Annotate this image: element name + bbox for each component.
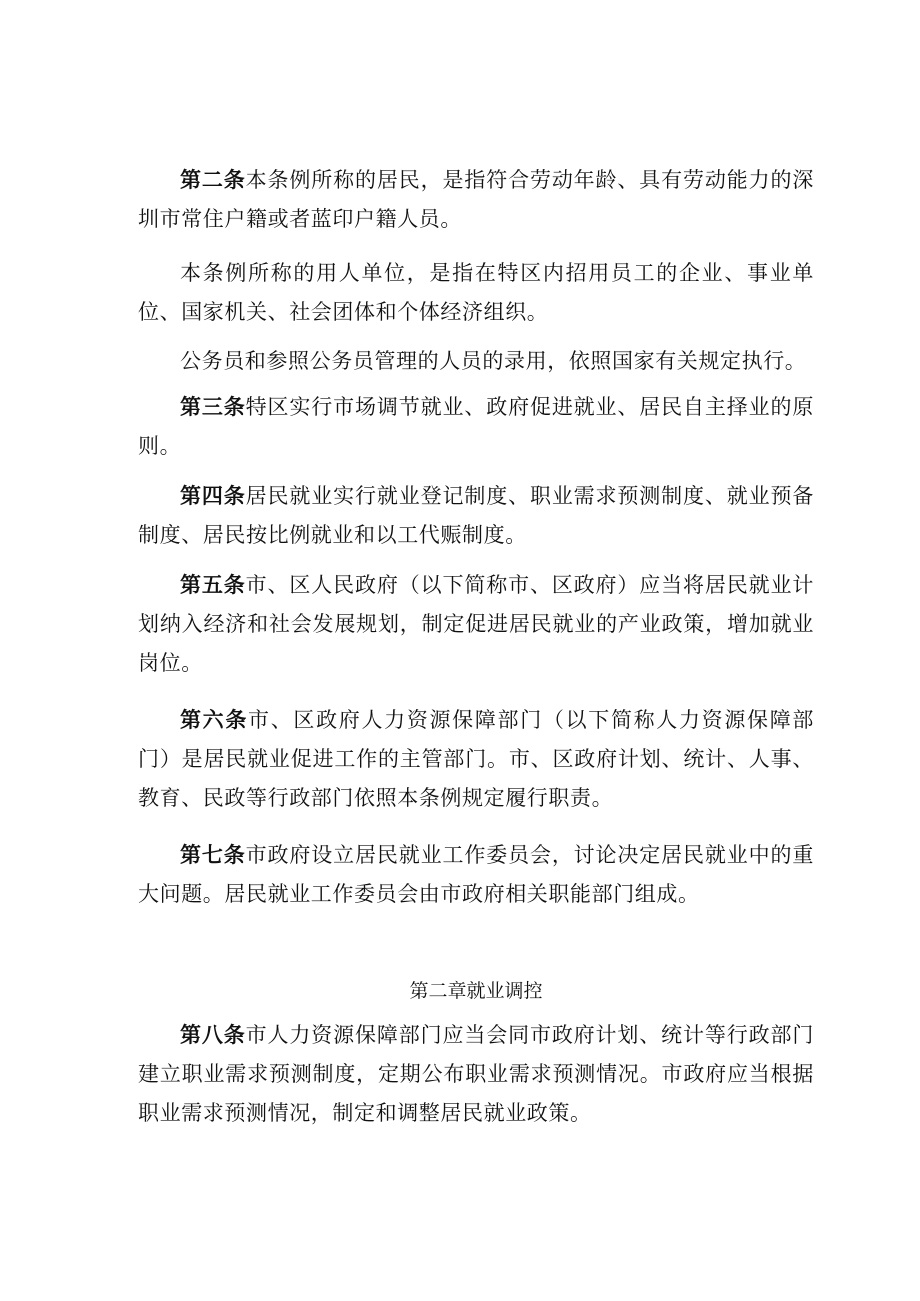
article-text: 居民就业实行就业登记制度、职业需求预测制度、就业预备制度、居民按比例就业和以工代赈制度。 [138, 484, 814, 547]
paragraph-text: 公务员和参照公务员管理的人员的录用，依照国家有关规定执行。 [180, 349, 807, 373]
article-text: 本条例所称的居民，是指符合劳动年龄、具有劳动能力的深圳市常住户籍或者蓝印户籍人员。 [138, 168, 814, 231]
article-7-paragraph [138, 836, 814, 914]
article-8-paragraph [138, 1016, 814, 1133]
article-2-paragraph-3 [138, 342, 814, 381]
article-number: 第五条 [180, 573, 246, 597]
article-number: 第七条 [180, 843, 246, 867]
article-text: 市、区人民政府（以下简称市、区政府）应当将居民就业计划纳入经济和社会发展规划，制定促进居民就业的产业政策，增加就业岗位。 [138, 573, 814, 675]
chapter-title: 第二章就业调控 [409, 980, 543, 1002]
article-5-paragraph [138, 566, 814, 683]
article-number: 第六条 [180, 708, 249, 732]
article-3-paragraph [138, 388, 814, 466]
article-text: 市政府设立居民就业工作委员会，讨论决定居民就业中的重大问题。居民就业工作委员会由市政府相关职能部门组成。 [138, 843, 814, 906]
article-number: 第二条 [180, 168, 246, 192]
article-2-paragraph-2 [138, 254, 814, 332]
article-number: 第八条 [180, 1023, 246, 1047]
article-6-paragraph [138, 701, 814, 818]
article-text: 市、区政府人力资源保障部门（以下简称人力资源保障部门）是居民就业促进工作的主管部门。市、区政府计划、统计、人事、教育、民政等行政部门依照本条例规定履行职责。 [138, 708, 814, 810]
article-number: 第三条 [180, 395, 246, 419]
article-number: 第四条 [180, 484, 246, 508]
article-4-paragraph [138, 477, 814, 555]
article-2-paragraph [138, 161, 814, 239]
article-text: 特区实行市场调节就业、政府促进就业、居民自主择业的原则。 [138, 395, 814, 458]
article-text: 市人力资源保障部门应当会同市政府计划、统计等行政部门建立职业需求预测制度，定期公布职业需求预测情况。市政府应当根据职业需求预测情况，制定和调整居民就业政策。 [138, 1023, 814, 1125]
paragraph-text: 本条例所称的用人单位，是指在特区内招用员工的企业、事业单位、国家机关、社会团体和个体经济组织。 [138, 261, 814, 324]
